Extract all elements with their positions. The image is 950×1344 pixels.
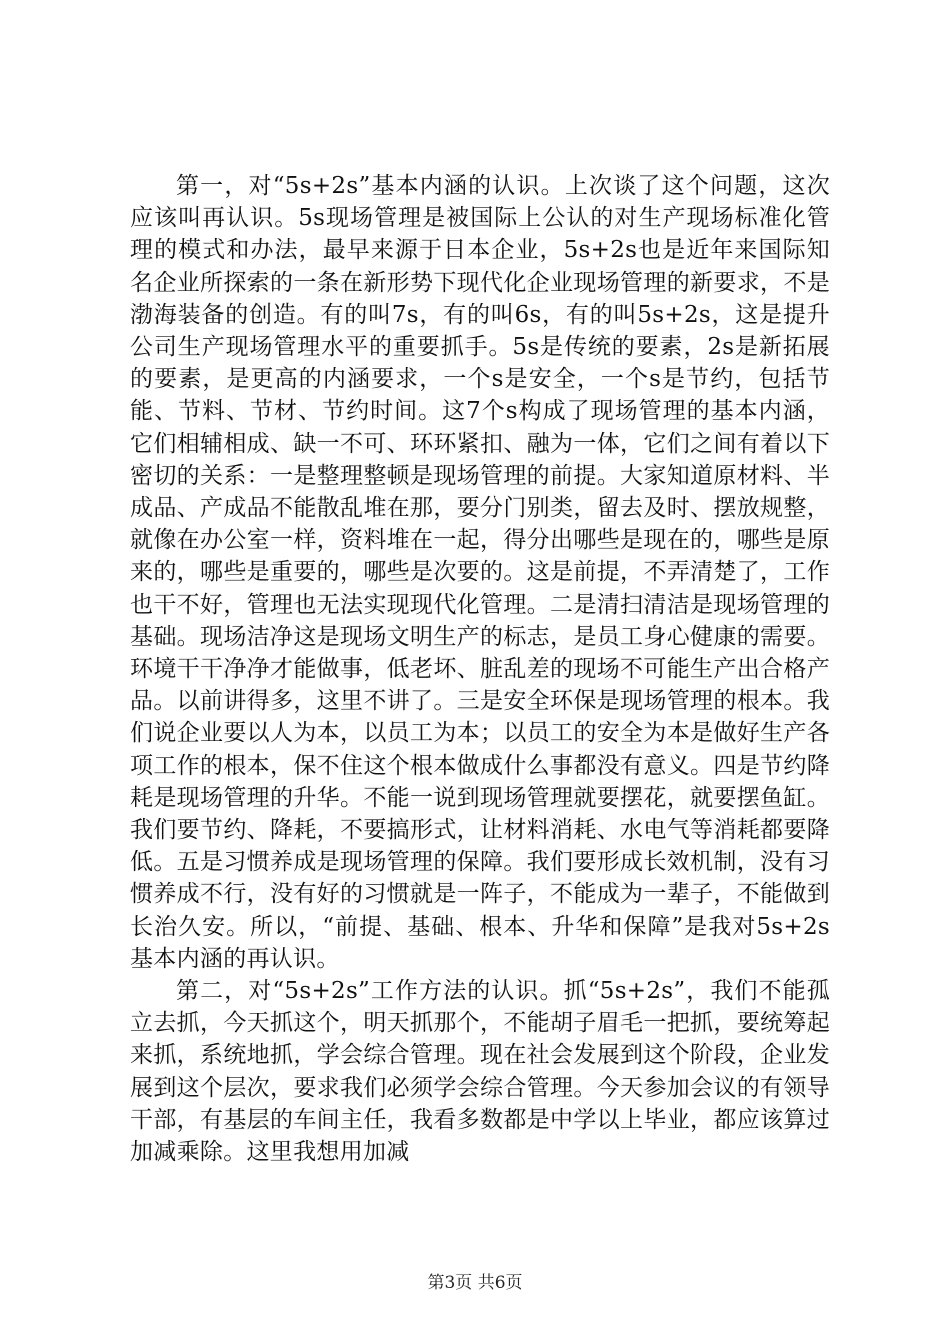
paragraph-1: 第一，对“5s+2s”基本内涵的认识。上次谈了这个问题，这次应该叫再认识。5s现场管理是被国际上公认的对生产现场标准化管理的模式和办法，最早来源于日本企业，5s+2s也是近年来国际知名企业所探索的一条在新形势下现代化企业现场管理的新要求，不是渤海装备的创造。有的叫7s，有的叫6s，有的叫5s+2s，这是提升公司生产现场管理水平的重要抓手。5s是传统的要素，2s是新拓展的要素，是更高的内涵要求，一个s是安全，一个s是节约，包括节能、节料、节材、节约时间。这7个s构成了现场管理的基本内涵，它们相辅相成、缺一不可、环环紧扣、融为一体，它们之间有着以下密切的关系：一是整理整顿是现场管理的前提。大家知道原材料、半成品、产成品不能散乱堆在那，要分门别类，留去及时、摆放规整，就像在办公室一样，资料堆在一起，得分出哪些是现在的，哪些是原来的，哪些是重要的，哪些是次要的。这是前提，不弄清楚了，工作也干不好，管理也无法实现现代化管理。二是清扫清洁是现场管理的基础。现场洁净这是现场文明生产的标志，是员工身心健康的需要。环境干干净净才能做事，低老坏、脏乱差的现场不可能生产出合格产品。以前讲得多，这里不讲了。三是安全环保是现场管理的根本。我们说企业要以人为本，以员工为本；以员工的安全为本是做好生产各项工作的根本，保不住这个根本做成什么事都没有意义。四是节约降耗是现场管理的升华。不能一说到现场管理就要摆花，就要摆鱼缸。我们要节约、降耗，不要搞形式，让材料消耗、水电气等消耗都要降低。五是习惯养成是现场管理的保障。我们要形成长效机制，没有习惯养成不行，没有好的习惯就是一阵子，不能成为一辈子，不能做到长治久安。所以，“前提、基础、根本、升华和保障”是我对5s+2s基本内涵的再认识。 (130, 173, 830, 972)
page-number-footer: 第3页 共6页 (427, 1273, 523, 1293)
document-body (130, 170, 830, 1168)
paragraph-2: 第二，对“5s+2s”工作方法的认识。抓“5s+2s”，我们不能孤立去抓，今天抓这个，明天抓那个，不能胡子眉毛一把抓，要统筹起来抓，系统地抓，学会综合管理。现在社会发展到这个阶段，企业发展到这个层次，要求我们必须学会综合管理。今天参加会议的有领导干部，有基层的车间主任，我看多数都是中学以上毕业，都应该算过加减乘除。这里我想用加减 (130, 978, 830, 1166)
